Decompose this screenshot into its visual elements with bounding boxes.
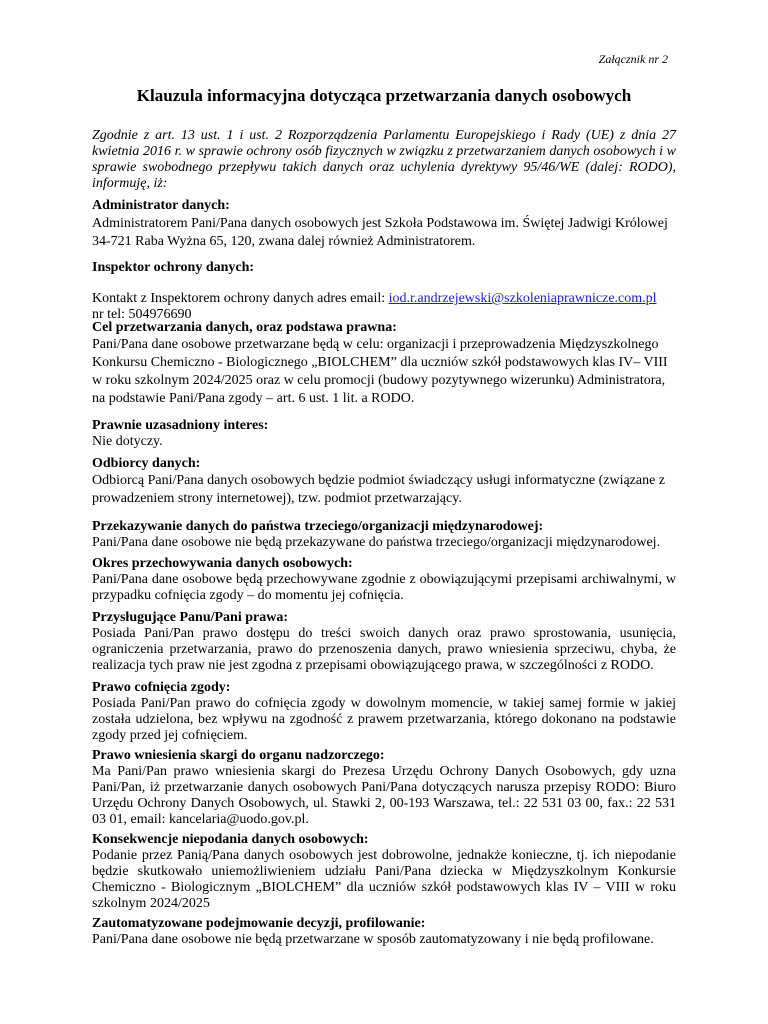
- section-body: Administratorem Pani/Pana danych osobowych jest Szkoła Podstawowa im. Świętej Jadwigi Królowej 34-721 Raba Wyżna 65, 120, zwana dalej również Administratorem.: [92, 216, 668, 249]
- section-administrator: [92, 197, 676, 251]
- section-heading: Inspektor ochrony danych:: [92, 260, 255, 275]
- section-body: Pani/Pana dane osobowe nie będą przetwarzane w sposób zautomatyzowany i nie będą profilowane.: [92, 932, 654, 947]
- intro-paragraph: Zgodnie z art. 13 ust. 1 i ust. 2 Rozporządzenia Parlamentu Europejskiego i Rady (UE) z dnia 27 kwietnia 2016 r. w sprawie ochrony osób fizycznych w związku z przetwarzaniem danych osobowych i w sprawie swobodnego przepływu takich danych oraz uchylenia dyrektywy 95/46/WE (dalej: RODO), informuję, iż:: [92, 128, 676, 191]
- section-heading: Prawnie uzasadniony interes:: [92, 418, 269, 433]
- inspector-phone: nr tel: 504976690: [92, 307, 192, 322]
- section-recipients: [92, 456, 676, 508]
- section-heading: Przekazywanie danych do państwa trzeciego/organizacji międzynarodowej:: [92, 519, 544, 534]
- section-transfer: [92, 519, 676, 551]
- section-heading: Konsekwencje niepodania danych osobowych:: [92, 832, 369, 847]
- section-automated: [92, 916, 676, 948]
- section-rights: [92, 610, 676, 674]
- section-body: Posiada Pani/Pan prawo dostępu do treści swoich danych oraz prawo sprostowania, usunięcia, ograniczenia przetwarzania, prawo do przenoszenia danych, prawo wniesienia sprzeciwu, chyba, że realizacja tych praw nie jest zgodna z przepisami obowiązującego prawa, w szczególności z RODO.: [92, 626, 676, 673]
- contact-prefix: Kontakt z Inspektorem ochrony danych adres email:: [92, 291, 386, 306]
- section-heading: Prawo wniesienia skargi do organu nadzorczego:: [92, 748, 385, 763]
- annex-label: Załącznik nr 2: [598, 52, 668, 66]
- inspector-email-link[interactable]: iod.r.andrzejewski@szkoleniaprawnicze.com.pl: [388, 291, 657, 306]
- section-inspector: [92, 260, 676, 323]
- section-body: Pani/Pana dane osobowe nie będą przekazywane do państwa trzeciego/organizacji międzynarodowej.: [92, 535, 661, 550]
- section-heading: Zautomatyzowane podejmowanie decyzji, profilowanie:: [92, 916, 426, 931]
- section-body: Pani/Pana dane osobowe będą przechowywane zgodnie z obowiązującymi przepisami archiwalnymi, w przypadku cofnięcia zgody – do momentu jej cofnięcia.: [92, 572, 676, 603]
- section-body: Posiada Pani/Pan prawo do cofnięcia zgody w dowolnym momencie, w takiej samej formie w jakiej została udzielona, bez wpływu na zgodność z prawem przetwarzania, którego dokonano na podstawie zgody przed jej cofnięciem.: [92, 696, 676, 743]
- section-heading: Administrator danych:: [92, 198, 230, 213]
- section-heading: Prawo cofnięcia zgody:: [92, 680, 231, 695]
- section-body: Pani/Pana dane osobowe przetwarzane będą w celu: organizacji i przeprowadzenia Międzyszkolnego Konkursu Chemiczno - Biologicznego „BIOLCHEM” dla uczniów szkół podstawowych klas IV– VIII w roku szkolnym 2024/2025 oraz w celu promocji (budowy pozytywnego wizerunku) Administratora, na podstawie Pani/Pana zgody – art. 6 ust. 1 lit. a RODO.: [92, 337, 668, 406]
- section-heading: Okres przechowywania danych osobowych:: [92, 556, 353, 571]
- section-body: Podanie przez Panią/Pana danych osobowych jest dobrowolne, jednakże konieczne, tj. ich niepodanie będzie skutkowało uniemożliwieniem udziału Pani/Pana dziecka w Międzyszkolnym Konkursie Chemiczno - Biologicznym „BIOLCHEM” dla uczniów szkół podstawowych klas IV – VIII w roku szkolnym 2024/2025: [92, 848, 676, 911]
- section-consequences: [92, 832, 676, 912]
- section-retention: [92, 556, 676, 604]
- section-legitimate-interest: [92, 418, 676, 450]
- section-heading: Cel przetwarzania danych, oraz podstawa prawna:: [92, 320, 397, 335]
- section-heading: Odbiorcy danych:: [92, 456, 201, 471]
- document-title: Klauzula informacyjna dotycząca przetwarzania danych osobowych: [136, 86, 632, 105]
- section-body: Ma Pani/Pan prawo wniesienia skargi do Prezesa Urzędu Ochrony Danych Osobowych, gdy uzna Pani/Pan, iż przetwarzanie danych osobowych Pani/Pana dotyczących narusza przepisy RODO: Biuro Urzędu Ochrony Danych Osobowych, ul. Stawki 2, 00-193 Warszawa, tel.: 22 531 03 00, fax.: 22 531 03 01, email: kancelaria@uodo.gov.pl.: [92, 764, 676, 827]
- section-heading: Przysługujące Panu/Pani prawa:: [92, 610, 288, 625]
- inspector-contact: [92, 291, 676, 307]
- section-complaint: [92, 748, 676, 828]
- section-purpose: [92, 320, 676, 408]
- section-body: Nie dotyczy.: [92, 434, 163, 449]
- section-body: Odbiorcą Pani/Pana danych osobowych będzie podmiot świadczący usługi informatyczne (związane z prowadzeniem strony internetowej), tzw. podmiot przetwarzający.: [92, 473, 666, 506]
- section-withdrawal: [92, 680, 676, 744]
